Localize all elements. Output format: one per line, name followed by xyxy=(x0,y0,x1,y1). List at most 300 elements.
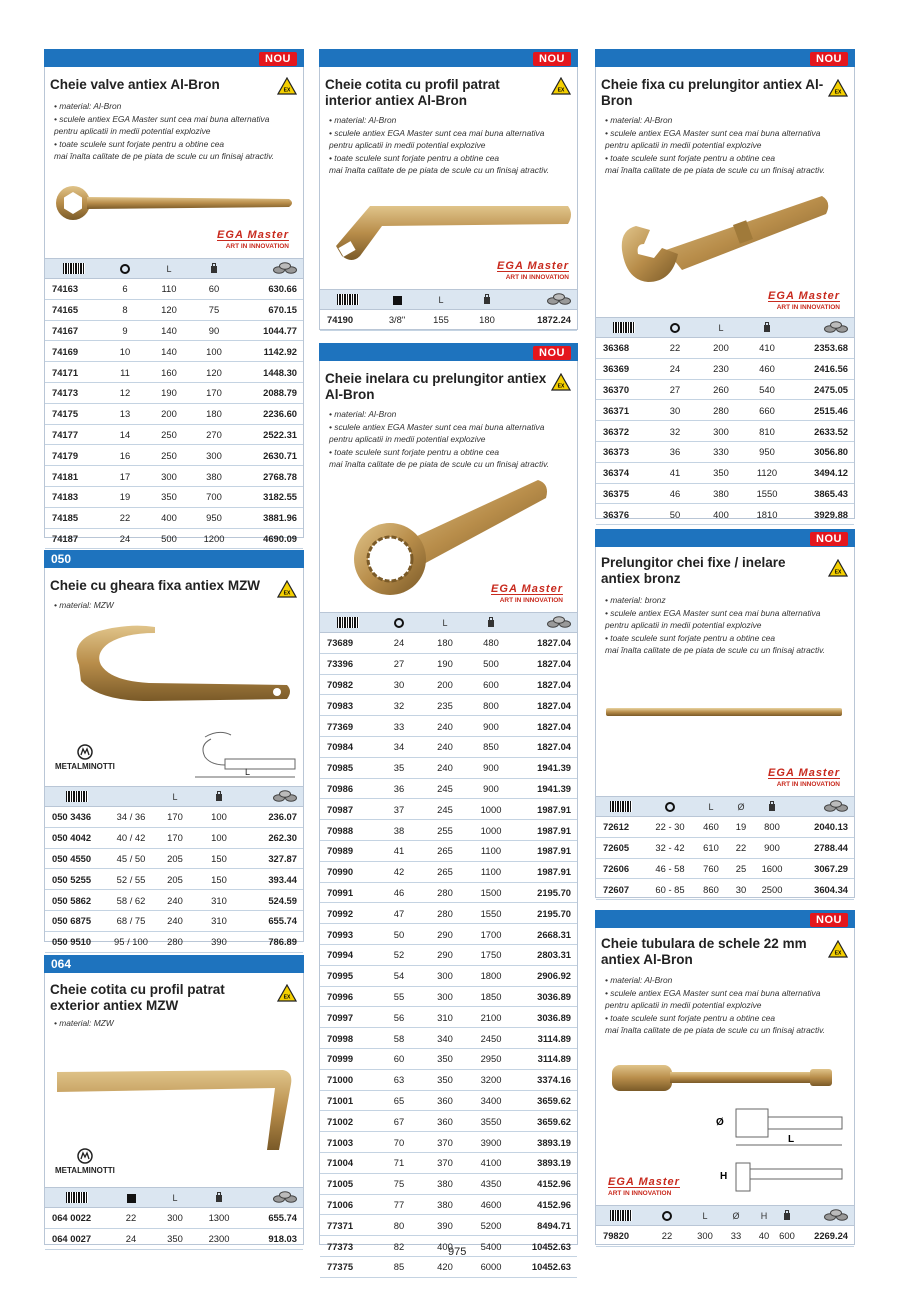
spec-value: 67 xyxy=(376,1111,422,1132)
spec-value: 390 xyxy=(422,1215,468,1236)
coins-price-icon xyxy=(824,1209,848,1221)
price: 4152.96 xyxy=(514,1194,577,1215)
table-row xyxy=(596,504,854,525)
ega-master-logo: EGA Master ART IN INNOVATION xyxy=(497,260,569,281)
price: 3865.43 xyxy=(790,483,854,504)
spec-value: 270 xyxy=(191,424,237,445)
spec-value: 8 xyxy=(103,299,147,320)
table-header xyxy=(596,1206,854,1226)
product-code: 74173 xyxy=(45,382,103,403)
spec-value: 3400 xyxy=(468,1090,514,1111)
nou-badge: NOU xyxy=(810,913,848,927)
spec-value: 190 xyxy=(147,382,191,403)
product-code: 79820 xyxy=(596,1226,646,1247)
spec-value: 1800 xyxy=(468,965,514,986)
spec-value: 360 xyxy=(422,1111,468,1132)
table-row xyxy=(320,1173,577,1194)
spec-value: 30 xyxy=(652,400,698,421)
table-row xyxy=(320,310,577,331)
product-code: 70997 xyxy=(320,1007,376,1028)
spec-value: 6000 xyxy=(468,1256,514,1277)
product-code: 70987 xyxy=(320,799,376,820)
spec-value: 350 xyxy=(422,1069,468,1090)
spec-value: 46 xyxy=(376,882,422,903)
price: 3881.96 xyxy=(237,507,303,528)
spec-value: 3550 xyxy=(468,1111,514,1132)
table-row xyxy=(45,869,303,890)
price: 2088.79 xyxy=(237,382,303,403)
price: 2788.44 xyxy=(790,837,854,858)
product-code: 70998 xyxy=(320,1028,376,1049)
spec-value: 610 xyxy=(694,837,728,858)
table-header xyxy=(596,318,854,338)
spec-value: 400 xyxy=(698,504,744,525)
spec-value: 60 - 85 xyxy=(646,879,694,900)
spec-value: 100 xyxy=(197,807,241,828)
table-row xyxy=(596,483,854,504)
table-row xyxy=(320,1256,577,1277)
spec-value: 1120 xyxy=(744,462,790,483)
ega-master-logo: EGA Master ART IN INNOVATION xyxy=(768,767,840,788)
price: 3114.89 xyxy=(514,1048,577,1069)
table-row xyxy=(45,807,303,828)
spec-value: 180 xyxy=(422,633,468,654)
spec-value: 90 xyxy=(191,320,237,341)
price: 236.07 xyxy=(241,807,303,828)
ex-warning-icon xyxy=(551,77,571,95)
spec-value: 800 xyxy=(754,817,790,838)
product-code: 77375 xyxy=(320,1256,376,1277)
spec-value: 47 xyxy=(376,903,422,924)
spec-value: 240 xyxy=(422,757,468,778)
spec-value: 70 xyxy=(376,1132,422,1153)
nou-badge: NOU xyxy=(533,346,571,360)
product-code: 36375 xyxy=(596,483,652,504)
table-row xyxy=(45,382,303,403)
spec-value: 54 xyxy=(376,965,422,986)
spec-value: 250 xyxy=(147,424,191,445)
table-row xyxy=(45,931,303,952)
ex-warning-icon xyxy=(277,77,297,95)
price: 2803.31 xyxy=(514,944,577,965)
price: 2416.56 xyxy=(790,358,854,379)
price: 1827.04 xyxy=(514,695,577,716)
spec-value: 170 xyxy=(153,827,197,848)
length-header: L xyxy=(153,1188,197,1208)
price: 2668.31 xyxy=(514,924,577,945)
product-code: 73396 xyxy=(320,653,376,674)
table-row xyxy=(596,421,854,442)
table-header xyxy=(45,1188,303,1208)
price: 3036.89 xyxy=(514,1007,577,1028)
spec-value: 240 xyxy=(422,716,468,737)
spec-value: 36 xyxy=(652,441,698,462)
spec-value: 13 xyxy=(103,403,147,424)
product-title: Prelungitor chei fixe / inelare antiex bronz xyxy=(601,555,786,586)
metalminotti-emblem-icon xyxy=(77,744,93,760)
metalminotti-logo: METALMINOTTI xyxy=(55,1148,115,1175)
spec-value: 33 xyxy=(376,716,422,737)
table-header xyxy=(320,613,577,633)
product-code: 050 5862 xyxy=(45,890,109,911)
spec-value: 1810 xyxy=(744,504,790,525)
nou-badge: NOU xyxy=(259,52,297,66)
table-row xyxy=(320,1132,577,1153)
spec-value: 900 xyxy=(468,716,514,737)
spec-value: 46 - 58 xyxy=(646,858,694,879)
product-code: 74185 xyxy=(45,507,103,528)
price: 2633.52 xyxy=(790,421,854,442)
table-row xyxy=(320,1215,577,1236)
spec-value: 1750 xyxy=(468,944,514,965)
table-row xyxy=(320,736,577,757)
spec-value: 68 / 75 xyxy=(109,910,153,931)
diameter-header: Ø xyxy=(728,797,754,817)
spec-value: 300 xyxy=(191,445,237,466)
spec-value: 760 xyxy=(694,858,728,879)
product-code: 73689 xyxy=(320,633,376,654)
price: 918.03 xyxy=(241,1228,303,1249)
table-row xyxy=(596,879,854,900)
spec-value: 5200 xyxy=(468,1215,514,1236)
spec-value: 240 xyxy=(422,736,468,757)
spec-value: 290 xyxy=(422,924,468,945)
weight-icon xyxy=(762,322,772,332)
product-code: 74171 xyxy=(45,362,103,383)
ring-size-icon xyxy=(662,1211,672,1221)
spec-value: 860 xyxy=(694,879,728,900)
spec-value: 33 xyxy=(722,1226,750,1247)
spec-value: 155 xyxy=(418,310,464,331)
spec-value: 280 xyxy=(422,882,468,903)
height-header: H xyxy=(750,1206,778,1226)
product-code: 70995 xyxy=(320,965,376,986)
svg-text:Ø: Ø xyxy=(716,1117,724,1128)
spec-value: 360 xyxy=(422,1090,468,1111)
spec-value: 2450 xyxy=(468,1028,514,1049)
product-code: 77373 xyxy=(320,1236,376,1257)
spec-value: 4350 xyxy=(468,1173,514,1194)
table-row xyxy=(320,1090,577,1111)
ex-warning-icon xyxy=(277,984,297,1002)
table-row xyxy=(320,903,577,924)
spec-value: 170 xyxy=(191,382,237,403)
product-code: 70984 xyxy=(320,736,376,757)
barcode-icon xyxy=(66,791,88,802)
svg-text:EX: EX xyxy=(834,950,842,957)
product-description: • material: Al-Bron • sculele antiex EGA Master sunt cea mai buna alternativa pentru aplicatii in medii potential explozive • toate sculele sunt forjate pentru a obtine cea mai înalta calitate de pe piata de scule cu un finisaj atractiv. xyxy=(605,115,826,176)
product-code: 70991 xyxy=(320,882,376,903)
table-row xyxy=(320,882,577,903)
spec-value: 310 xyxy=(197,890,241,911)
spec-value: 380 xyxy=(191,466,237,487)
spec-value: 100 xyxy=(197,827,241,848)
table-row xyxy=(320,716,577,737)
spec-value: 60 xyxy=(376,1048,422,1069)
section-number: 050 xyxy=(51,552,72,566)
barcode-icon xyxy=(66,1192,88,1203)
spec-value: 24 xyxy=(103,528,147,549)
table-row xyxy=(596,837,854,858)
price: 10452.63 xyxy=(514,1236,577,1257)
ring-size-icon xyxy=(120,264,130,274)
product-card-cheie-cotita-interior xyxy=(319,49,578,330)
price: 10452.63 xyxy=(514,1256,577,1277)
product-image xyxy=(616,190,836,290)
product-code: 70988 xyxy=(320,820,376,841)
svg-text:EX: EX xyxy=(283,590,291,597)
nou-badge: NOU xyxy=(810,532,848,546)
product-code: 050 9510 xyxy=(45,931,109,952)
table-body xyxy=(320,633,577,1278)
table-row xyxy=(45,890,303,911)
price: 2236.60 xyxy=(237,403,303,424)
table-row xyxy=(596,358,854,379)
spec-value: 280 xyxy=(698,400,744,421)
table-row xyxy=(320,799,577,820)
product-code: 70986 xyxy=(320,778,376,799)
price: 1142.92 xyxy=(237,341,303,362)
product-code: 71005 xyxy=(320,1173,376,1194)
spec-value: 245 xyxy=(422,799,468,820)
spec-value: 22 xyxy=(103,507,147,528)
price: 327.87 xyxy=(241,848,303,869)
table-row xyxy=(320,840,577,861)
spec-value: 600 xyxy=(778,1226,796,1247)
spec-value: 25 xyxy=(728,858,754,879)
spec-value: 245 xyxy=(422,778,468,799)
spec-value: 37 xyxy=(376,799,422,820)
spec-value: 95 / 100 xyxy=(109,931,153,952)
spec-value: 370 xyxy=(422,1132,468,1153)
product-image xyxy=(610,1059,840,1099)
table-row xyxy=(320,1194,577,1215)
table-row xyxy=(320,1007,577,1028)
spec-value: 6 xyxy=(103,279,147,300)
product-title: Cheie tubulara de schele 22 mm antiex Al-Bron xyxy=(601,936,807,967)
ex-warning-icon xyxy=(828,79,848,97)
price: 3067.29 xyxy=(790,858,854,879)
table-body xyxy=(45,279,303,549)
table-row xyxy=(45,528,303,549)
spec-value: 52 / 55 xyxy=(109,869,153,890)
product-code: 74179 xyxy=(45,445,103,466)
price: 1987.91 xyxy=(514,820,577,841)
table-row xyxy=(320,1069,577,1090)
product-code: 70992 xyxy=(320,903,376,924)
price: 3929.88 xyxy=(790,504,854,525)
price: 2040.13 xyxy=(790,817,854,838)
spec-value: 190 xyxy=(422,653,468,674)
price: 1987.91 xyxy=(514,840,577,861)
product-code: 74169 xyxy=(45,341,103,362)
spec-value: 32 - 42 xyxy=(646,837,694,858)
spec-value: 300 xyxy=(147,466,191,487)
svg-text:EX: EX xyxy=(283,87,291,94)
price: 3659.62 xyxy=(514,1090,577,1111)
spec-value: 75 xyxy=(191,299,237,320)
table-header xyxy=(45,787,303,807)
spec-value: 1000 xyxy=(468,799,514,820)
spec-value: 370 xyxy=(422,1152,468,1173)
spec-value: 700 xyxy=(191,486,237,507)
spec-value: 11 xyxy=(103,362,147,383)
product-card-cheie-inelara xyxy=(319,343,578,1273)
spec-value: 52 xyxy=(376,944,422,965)
coins-price-icon xyxy=(547,616,571,628)
spec-value: 260 xyxy=(698,379,744,400)
coins-price-icon xyxy=(273,1191,297,1203)
svg-text:EX: EX xyxy=(557,87,565,94)
price: 1044.77 xyxy=(237,320,303,341)
spec-value: 400 xyxy=(422,1236,468,1257)
product-code: 72605 xyxy=(596,837,646,858)
barcode-icon xyxy=(610,1210,632,1221)
spec-value: 3900 xyxy=(468,1132,514,1153)
price: 2522.31 xyxy=(237,424,303,445)
table-row xyxy=(45,910,303,931)
table-row xyxy=(45,507,303,528)
ex-warning-icon xyxy=(277,580,297,598)
price: 2269.24 xyxy=(796,1226,854,1247)
product-code: 74163 xyxy=(45,279,103,300)
table-row xyxy=(320,944,577,965)
spec-value: 300 xyxy=(153,1208,197,1229)
product-image xyxy=(53,183,298,223)
product-code: 064 0027 xyxy=(45,1228,109,1249)
product-card-cheie-valve xyxy=(44,49,304,544)
spec-value: 32 xyxy=(376,695,422,716)
table-row xyxy=(45,299,303,320)
weight-icon xyxy=(214,791,224,801)
spec-value: 55 xyxy=(376,986,422,1007)
product-table xyxy=(45,258,303,549)
price: 1941.39 xyxy=(514,757,577,778)
table-row xyxy=(320,1111,577,1132)
spec-value: 460 xyxy=(744,358,790,379)
product-code: 77369 xyxy=(320,716,376,737)
spec-value: 350 xyxy=(147,486,191,507)
weight-icon xyxy=(214,1192,224,1202)
table-row xyxy=(320,1028,577,1049)
spec-value: 10 xyxy=(103,341,147,362)
price: 2515.46 xyxy=(790,400,854,421)
product-code: 36368 xyxy=(596,338,652,359)
product-code: 050 4550 xyxy=(45,848,109,869)
product-code: 050 5255 xyxy=(45,869,109,890)
product-card-cheie-gheara xyxy=(44,550,304,948)
price: 3604.34 xyxy=(790,879,854,900)
length-header: L xyxy=(418,290,464,310)
price: 1827.04 xyxy=(514,633,577,654)
table-header xyxy=(596,797,854,817)
product-title: Cheie cotita cu profil patrat exterior antiex MZW xyxy=(50,982,225,1013)
nou-badge: NOU xyxy=(810,52,848,66)
table-row xyxy=(596,379,854,400)
spec-value: 22 xyxy=(652,338,698,359)
price: 3036.89 xyxy=(514,986,577,1007)
product-image xyxy=(340,474,552,599)
spec-value: 950 xyxy=(191,507,237,528)
price: 2195.70 xyxy=(514,882,577,903)
spec-value: 400 xyxy=(147,507,191,528)
spec-value: 63 xyxy=(376,1069,422,1090)
product-image xyxy=(330,196,575,266)
product-code: 050 6875 xyxy=(45,910,109,931)
spec-value: 22 xyxy=(728,837,754,858)
spec-value: 280 xyxy=(153,931,197,952)
spec-value: 1700 xyxy=(468,924,514,945)
table-row xyxy=(45,827,303,848)
product-code: 70983 xyxy=(320,695,376,716)
price: 670.15 xyxy=(237,299,303,320)
spec-value: 1550 xyxy=(744,483,790,504)
spec-value: 9 xyxy=(103,320,147,341)
ega-master-logo: EGA Master ART IN INNOVATION xyxy=(768,290,840,311)
spec-value: 2950 xyxy=(468,1048,514,1069)
product-code: 71006 xyxy=(320,1194,376,1215)
spec-value: 1000 xyxy=(468,820,514,841)
barcode-icon xyxy=(610,801,632,812)
spec-value: 810 xyxy=(744,421,790,442)
price: 2195.70 xyxy=(514,903,577,924)
table-row xyxy=(45,848,303,869)
barcode-icon xyxy=(337,617,359,628)
spec-value: 300 xyxy=(688,1226,722,1247)
spec-value: 1300 xyxy=(197,1208,241,1229)
product-code: 36371 xyxy=(596,400,652,421)
spec-value: 1100 xyxy=(468,861,514,882)
spec-value: 82 xyxy=(376,1236,422,1257)
product-code: 74165 xyxy=(45,299,103,320)
coins-price-icon xyxy=(824,321,848,333)
spec-value: 1100 xyxy=(468,840,514,861)
spec-value: 480 xyxy=(468,633,514,654)
spec-value: 19 xyxy=(103,486,147,507)
spec-value: 150 xyxy=(197,848,241,869)
spec-value: 900 xyxy=(754,837,790,858)
spec-value: 22 - 30 xyxy=(646,817,694,838)
svg-text:EX: EX xyxy=(557,383,565,390)
spec-value: 420 xyxy=(422,1256,468,1277)
price: 524.59 xyxy=(241,890,303,911)
table-row xyxy=(596,400,854,421)
product-code: 70982 xyxy=(320,674,376,695)
price: 1941.39 xyxy=(514,778,577,799)
ring-size-icon xyxy=(665,802,675,812)
product-code: 71004 xyxy=(320,1152,376,1173)
price: 1448.30 xyxy=(237,362,303,383)
table-row xyxy=(596,858,854,879)
table-row xyxy=(320,633,577,654)
product-code: 74187 xyxy=(45,528,103,549)
spec-value: 60 xyxy=(191,279,237,300)
coins-price-icon xyxy=(273,262,297,274)
product-code: 74183 xyxy=(45,486,103,507)
spec-value: 27 xyxy=(652,379,698,400)
spec-value: 240 xyxy=(153,890,197,911)
spec-value: 205 xyxy=(153,869,197,890)
spec-value: 180 xyxy=(191,403,237,424)
table-row xyxy=(596,1226,854,1247)
price: 1827.04 xyxy=(514,736,577,757)
spec-value: 19 xyxy=(728,817,754,838)
spec-value: 500 xyxy=(468,653,514,674)
product-code: 72612 xyxy=(596,817,646,838)
spec-value: 460 xyxy=(694,817,728,838)
spec-value: 40 / 42 xyxy=(109,827,153,848)
price: 1827.04 xyxy=(514,674,577,695)
